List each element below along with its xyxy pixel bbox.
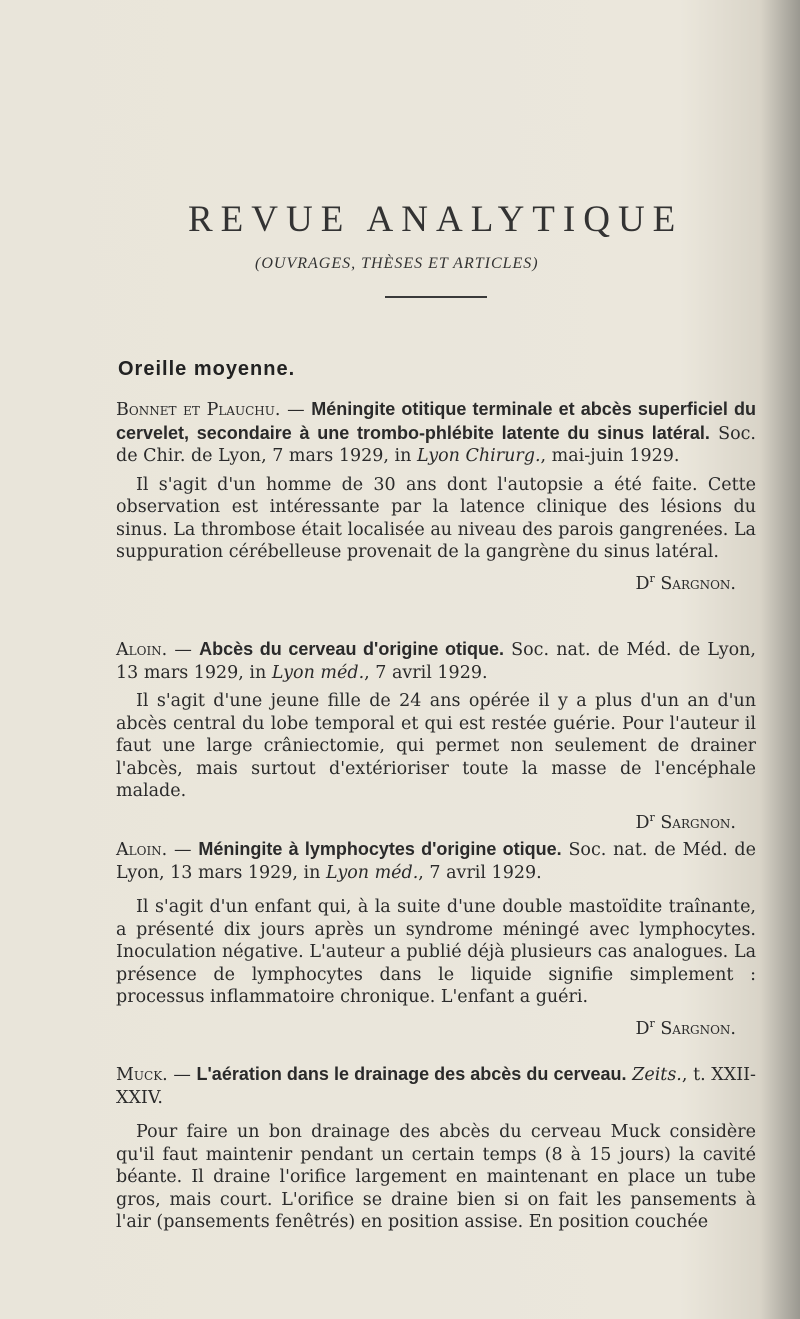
- dash: —: [167, 840, 199, 860]
- reviewer-signature: $D^r$ Sargnon.: [635, 571, 736, 594]
- reference: [116, 638, 756, 684]
- abstract-text: Pour faire un bon drainage des abcès du cerveau Muck considère qu'il faut maintenir pendant un certain temps (8 à 15 jours) la cavité béante. Il draine l'orifice largement en maintenant en place un tube gros, mais court. L'orifice se draine bien si on fait les pansements à l'air (pansements fenêtrés) en position assise. En position couchée: [116, 1122, 756, 1232]
- article-title: L'aération dans le drainage des abcès du cerveau.: [196, 1064, 627, 1084]
- dash: —: [167, 1065, 197, 1085]
- source-date: , 7 avril 1929.: [418, 862, 542, 883]
- journal-name: Lyon méd.: [271, 662, 365, 683]
- abstract-text: Il s'agit d'un homme de 30 ans dont l'autopsie a été faite. Cette observation est intéressante par la latence clinique des lésions du sinus. La thrombose était localisée au niveau des parois gangrenées. La suppuration cérébelleuse provenait de la gangrène du sinus latéral.: [116, 474, 756, 562]
- dash: —: [280, 400, 312, 420]
- source-date: , mai-juin 1929.: [540, 446, 680, 466]
- reviewer-signature: $D^r$ Sargnon.: [635, 1016, 736, 1039]
- source: Soc. de Chir. de Lyon, 7 mars 1929, in: [116, 423, 756, 466]
- review-entry: [116, 1063, 756, 1234]
- source-date: , 7 avril 1929.: [364, 662, 488, 683]
- authors: Aloin.: [116, 840, 168, 860]
- reference: [116, 398, 756, 468]
- page-title: REVUE ANALYTIQUE: [188, 199, 684, 240]
- journal-name: Lyon méd.: [326, 862, 419, 883]
- source: Soc. nat. de Méd. de Lyon, 13 mars 1929, in: [116, 640, 756, 683]
- article-title: Méningite otitique terminale et abcès superficiel du cervelet, secondaire à une trombo-phlébite latente du sinus latéral.: [116, 399, 756, 443]
- journal-name: Zeits.: [632, 1065, 682, 1085]
- review-entry: [116, 398, 756, 595]
- review-entry: [116, 838, 756, 1040]
- abstract-text: Il s'agit d'un enfant qui, à la suite d'une double mastoïdite traînante, a présenté dix jours après un syndrome méningé avec lymphocytes. Inoculation négative. L'auteur a publié déjà plusieurs cas analogues. La présence de lymphocytes dans le liquide signifie simplement : processus inflammatoire chronique. L'enfant a guéri.: [116, 897, 756, 1007]
- source: Soc. nat. de Méd. de Lyon, 13 mars 1929, in: [116, 840, 756, 883]
- journal-name: Lyon Chirurg.: [416, 446, 541, 466]
- authors: Muck.: [116, 1065, 168, 1085]
- authors: Aloin.: [116, 640, 168, 660]
- article-title: Abcès du cerveau d'origine otique.: [199, 639, 504, 659]
- dash: —: [167, 640, 200, 660]
- article-title: Méningite à lymphocytes d'origine otique.: [198, 839, 562, 859]
- review-entry: [116, 638, 756, 834]
- reference: [116, 838, 756, 884]
- reference: [116, 1063, 756, 1109]
- authors: Bonnet et Plauchu.: [116, 400, 281, 420]
- divider: [385, 296, 487, 298]
- source-date: , t. XXII-XXIV.: [116, 1065, 756, 1108]
- page-subtitle: (OUVRAGES, THÈSES ET ARTICLES): [255, 255, 539, 272]
- abstract-text: Il s'agit d'une jeune fille de 24 ans opérée il y a plus d'un an d'un abcès central du lobe temporal et qui est restée guérie. Pour l'auteur il faut une large crâniectomie, qui permet non seulement de drainer l'abcès, mais surtout d'extérioriser toute la masse de l'encéphale malade.: [116, 691, 756, 801]
- reviewer-signature: $D^r$ Sargnon.: [635, 810, 736, 833]
- section-heading: Oreille moyenne.: [118, 358, 296, 380]
